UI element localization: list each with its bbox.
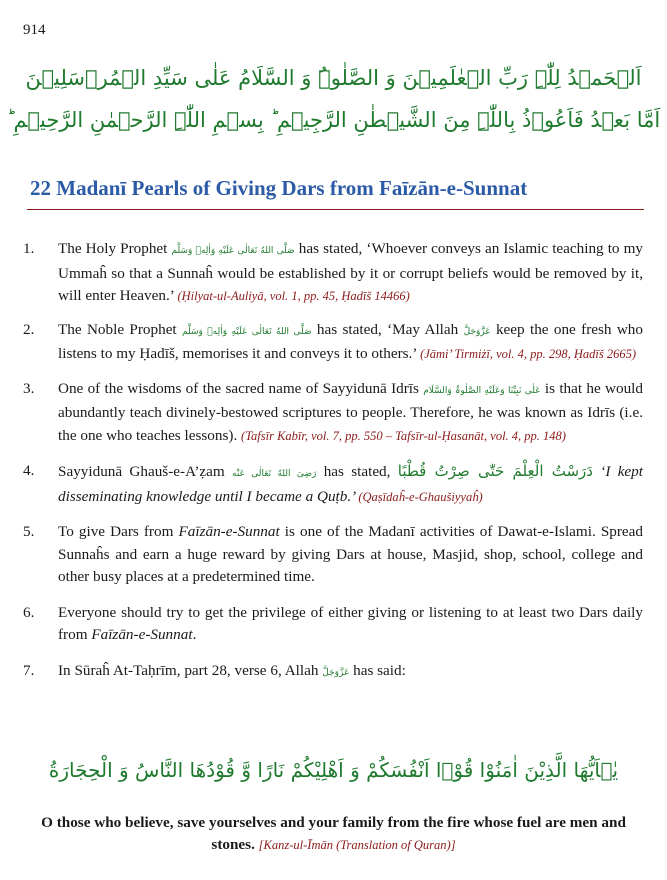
item-text: keep the one fresh who listens to my Ḥadīš, memorises it and conveys it to others.’ bbox=[58, 320, 643, 362]
item-text: Everyone should try to get the privilege of either giving or listening to at least two Dars daily from bbox=[58, 603, 643, 643]
list-item bbox=[23, 602, 643, 647]
item-text: . bbox=[192, 626, 197, 643]
list-item bbox=[23, 378, 643, 448]
arabic-quote: دَرَسْتُ الْعِلْمَ حَتّٰی صِرْتُ قُطْبًا bbox=[397, 462, 593, 480]
item-text: One of the wisdoms of the sacred name of Sayyidunā Idrīs bbox=[58, 379, 424, 397]
item-text: The Holy Prophet bbox=[58, 240, 172, 257]
pearls-list bbox=[23, 238, 643, 684]
list-item bbox=[23, 660, 643, 685]
item-number: 4. bbox=[23, 462, 35, 479]
honorific-calligraphy: رَضِیَ اللهُ تَعَالٰی عَنْه bbox=[232, 469, 317, 479]
item-text: has said: bbox=[349, 661, 406, 679]
list-item bbox=[23, 460, 643, 508]
item-text: has stated, ‘May Allah bbox=[311, 320, 464, 338]
book-title: Faīzān-e-Sunnat bbox=[178, 523, 280, 540]
honorific-calligraphy: عَزَّوَجَلَّ bbox=[322, 667, 350, 678]
citation: (Ḥilyat-ul-Auliyā, vol. 1, pp. 45, Ḥadīš 14466) bbox=[177, 289, 410, 303]
item-text: Sayyidunā Ghauš-e-A’ẓam bbox=[58, 463, 233, 480]
item-text: The Noble Prophet bbox=[58, 320, 182, 338]
item-number: 5. bbox=[23, 523, 35, 540]
translation-text: O those who believe, save yourselves and your family from the fire whose fuel are men and stones. bbox=[41, 814, 626, 853]
item-number: 2. bbox=[23, 320, 35, 338]
page-number: 914 bbox=[23, 22, 46, 38]
translation-citation: [Kanz-ul-Īmān (Translation of Quran)] bbox=[258, 838, 456, 852]
list-item bbox=[23, 238, 643, 308]
section-heading: 22 Madanī Pearls of Giving Dars from Faīzān-e-Sunnat bbox=[30, 176, 528, 200]
item-number: 7. bbox=[23, 661, 35, 679]
citation: (Tafsīr Kabīr, vol. 7, pp. 550 – Tafsīr-ul-Ḥasanāt, vol. 4, pp. 148) bbox=[241, 428, 566, 443]
item-number: 6. bbox=[23, 603, 35, 621]
salutation-calligraphy: عَلٰی نَبِیِّنَا وَعَلَیْهِ الصَّلٰوۃُ وَالسَّلَام bbox=[423, 385, 541, 396]
list-item bbox=[23, 521, 643, 589]
quran-verse-arabic: یٰۤاَیُّهَا الَّذِیْنَ اٰمَنُوْا قُوْۤا اَنْفُسَكُمْ وَ اَهْلِیْكُمْ نَارًا وَّ قُوْدُهَا النَّاسُ وَ الْحِجَارَةُ bbox=[48, 758, 619, 782]
citation: (Qaṣīdaĥ-e-Ghaušiyyaĥ) bbox=[358, 489, 483, 504]
arabic-praise-line: اَلۡحَمۡدُ لِلّٰہِ رَبِّ الۡعٰلَمِیۡنَ وَ الصَّلٰوۃُ وَ السَّلَامُ عَلٰی سَیِّدِ الۡمُرۡسَلِیۡنَ bbox=[25, 66, 642, 90]
list-item bbox=[23, 319, 643, 366]
honorific-calligraphy: عَزَّوَجَلَّ bbox=[463, 326, 491, 337]
citation: (Jāmi’ Tirmiżī, vol. 4, pp. 298, Ḥadīš 2665) bbox=[420, 347, 637, 361]
item-text: has stated, ‘Whoever conveys an Islamic teaching to my Ummaĥ so that a Sunnaĥ would be established by it or corrupt beliefs would be removed by it, will enter Heaven.’ bbox=[58, 240, 643, 304]
arabic-basmala-line: اَمَّا بَعۡدُ فَاَعُوۡذُ بِاللّٰہِ مِنَ الشَّیۡطٰنِ الرَّجِیۡمِ ؕ بِسۡمِ اللّٰہِ الرَّحۡمٰنِ الرَّحِیۡمِ ؕ bbox=[6, 108, 661, 132]
item-text: is that he would abundantly teach divinely-bestowed scriptures to people. Therefore, he was known as Idrīs (i.e. the one who teaches lessons). bbox=[58, 379, 643, 444]
heading-rule bbox=[27, 209, 644, 210]
item-text: In Sūraĥ At-Taḥrīm, part 28, verse 6, Allah bbox=[58, 661, 323, 679]
item-number: 3. bbox=[23, 379, 35, 397]
salutation-calligraphy: صَلَّى اللهُ تَعَالٰى عَلَيْهِ وَاٰلِهٖ وَسَلَّم bbox=[182, 326, 312, 337]
item-number: 1. bbox=[23, 240, 35, 257]
salutation-calligraphy: صَلَّى اللهُ تَعَالٰى عَلَيْهِ وَاٰلِهٖ وَسَلَّم bbox=[171, 246, 295, 256]
verse-translation bbox=[30, 812, 637, 856]
item-translation: ‘I kept disseminating knowledge until I became a Quṭb.’ bbox=[58, 463, 643, 505]
item-text: To give Dars from bbox=[58, 523, 179, 540]
item-text: has stated, bbox=[316, 463, 398, 480]
item-text: is one of the Madanī activities of Dawat-e-Islami. Spread Sunnaĥs and earn a huge reward by giving Dars at house, Masjid, shop, school, college and other busy places at a predetermined time. bbox=[58, 523, 643, 585]
book-title: Faīzān-e-Sunnat bbox=[91, 626, 193, 643]
